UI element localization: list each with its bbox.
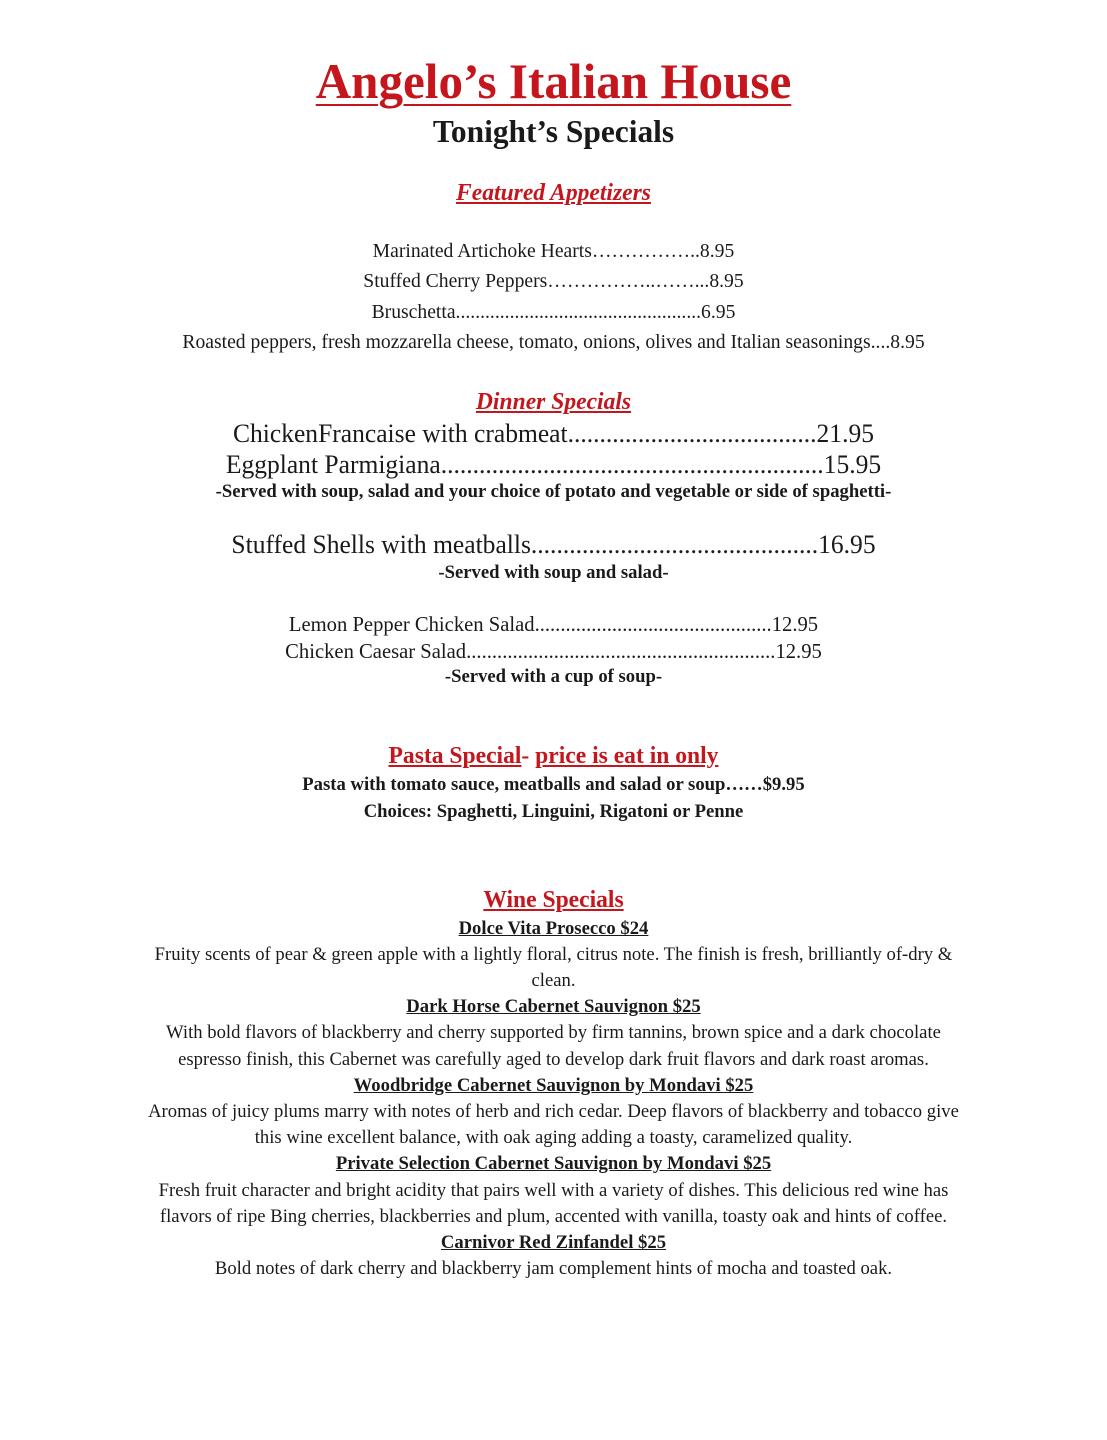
appetizers-heading: Featured Appetizers <box>456 180 651 206</box>
wine-description: flavors of ripe Bing cherries, blackberries and plum, accented with vanilla, toasty oak and hints of coffee. <box>159 1206 948 1227</box>
restaurant-name: Angelo’s Italian House <box>315 53 792 109</box>
pasta-heading-title: Pasta Special <box>388 743 522 769</box>
pasta-line: Pasta with tomato sauce, meatballs and salad or soup……$9.95 <box>302 774 805 795</box>
wine-name: Dark Horse Cabernet Sauvignon $25 <box>406 996 701 1017</box>
wine-description: Bold notes of dark cherry and blackberry jam complement hints of mocha and toasted oak. <box>214 1258 893 1279</box>
appetizer-item: Stuffed Cherry Peppers……………..……...8.95 <box>363 270 744 292</box>
wine-description: espresso finish, this Cabernet was carefully aged to develop dark fruit flavors and dark roast aromas. <box>178 1049 929 1070</box>
pasta-choices: Choices: Spaghetti, Linguini, Rigatoni or Penne <box>363 801 744 822</box>
dinner-item: Chicken Caesar Salad............................................................12.95 <box>285 639 822 663</box>
dinner-item: Lemon Pepper Chicken Salad..............................................12.95 <box>288 612 819 636</box>
wine-description: Fruity scents of pear & green apple with a lightly floral, citrus note. The finish is fresh, brilliantly of-dry & <box>154 944 953 965</box>
dinner-item: Eggplant Parmigiana............................................................15.95 <box>225 450 882 479</box>
dinner-note: -Served with soup, salad and your choice of potato and vegetable or side of spaghetti- <box>215 481 892 502</box>
wine-name: Private Selection Cabernet Sauvignon by Mondavi $25 <box>335 1153 772 1174</box>
page-subtitle: Tonight’s Specials <box>432 113 675 149</box>
wine-name: Dolce Vita Prosecco $24 <box>458 918 649 939</box>
pasta-heading-separator: - <box>521 743 536 769</box>
pasta-heading <box>10 743 1097 770</box>
wine-heading: Wine Specials <box>483 887 624 913</box>
appetizer-item: Bruschetta..................................................6.95 <box>371 301 736 323</box>
dinner-item: ChickenFrancaise with crabmeat.......................................21.95 <box>232 419 875 448</box>
dinner-note: -Served with soup and salad- <box>438 562 669 583</box>
wine-name: Carnivor Red Zinfandel $25 <box>440 1232 667 1253</box>
wine-description: With bold flavors of blackberry and cherry supported by firm tannins, brown spice and a dark chocolate <box>166 1022 941 1043</box>
wine-description: clean. <box>531 970 576 991</box>
wine-description: this wine excellent balance, with oak aging adding a toasty, caramelized quality. <box>254 1127 853 1148</box>
pasta-heading-note: price is eat in only <box>535 743 719 769</box>
dinner-note: -Served with a cup of soup- <box>444 666 663 687</box>
dinner-item: Stuffed Shells with meatballs.............................................16.95 <box>231 530 876 559</box>
wine-description: Aromas of juicy plums marry with notes of herb and rich cedar. Deep flavors of blackberry and tobacco give <box>148 1101 959 1122</box>
appetizer-description: Roasted peppers, fresh mozzarella cheese, tomato, onions, olives and Italian seasonings....8.95 <box>182 331 925 353</box>
appetizer-item: Marinated Artichoke Hearts……………..8.95 <box>372 240 735 262</box>
dinner-heading: Dinner Specials <box>475 389 632 415</box>
wine-description: Fresh fruit character and bright acidity that pairs well with a variety of dishes. This delicious red wine has <box>158 1180 949 1201</box>
wine-name: Woodbridge Cabernet Sauvignon by Mondavi $25 <box>353 1075 754 1096</box>
